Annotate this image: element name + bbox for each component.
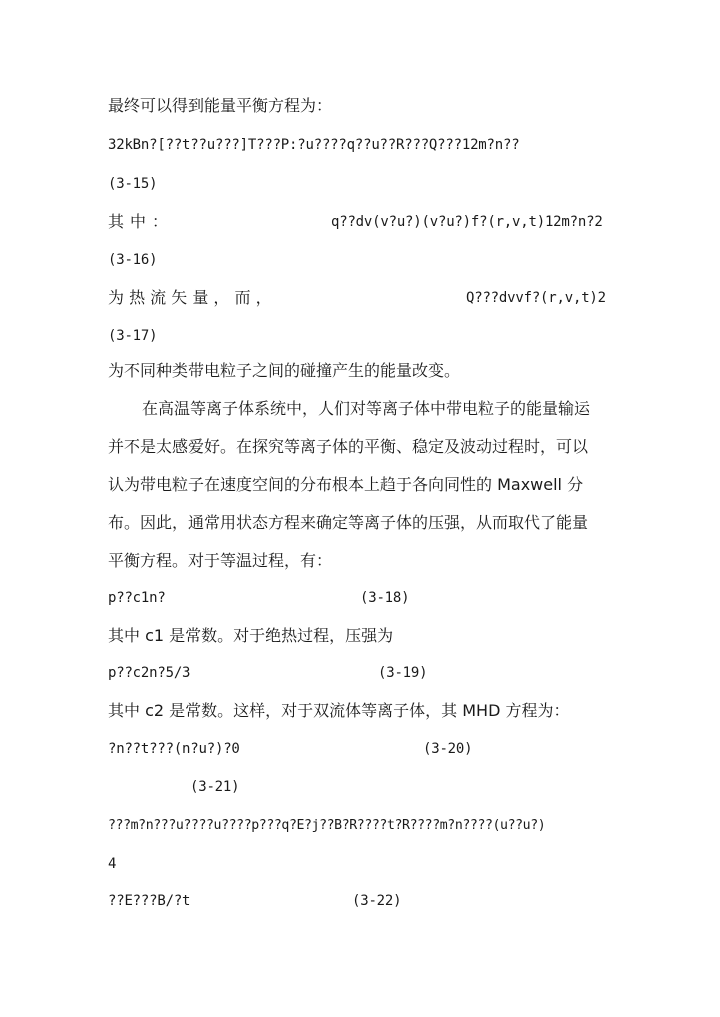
equation-heat-flux: q??dv(v?u?)(v?u?)f?(r,v,t)12m?n?2 — [331, 214, 603, 230]
equation-collision-energy: Q???dvvf?(r,v,t)2 — [466, 290, 606, 306]
equation-number-3-22: (3-22) — [352, 893, 402, 909]
label-where: 其中： — [108, 212, 175, 231]
equation-energy-balance: 32kBn?[??t??u???]T???P:?u????q??u??R???Q???12m?n?? — [108, 137, 520, 153]
paragraph-line-5: 平衡方程。对于等温过程，有： — [108, 551, 333, 570]
isothermal-note: 其中 c1 是常数。对于绝热过程，压强为 — [108, 626, 394, 645]
equation-number-3-20: (3-20) — [423, 741, 473, 757]
equation-fragment-4: 4 — [108, 856, 117, 872]
equation-momentum: ???m?n???u????u????p???q?E?j??B?R????t?R????m?n????(u??u?) — [108, 818, 546, 833]
equation-number-3-16: (3-16) — [108, 252, 158, 268]
paragraph-line-1: 在高温等离子体系统中，人们对等离子体中带电粒子的能量输运 — [142, 399, 591, 418]
equation-faraday: ??E???B/?t — [108, 893, 191, 909]
equation-number-3-21: (3-21) — [190, 779, 240, 795]
intro-sentence: 最终可以得到能量平衡方程为： — [108, 96, 333, 115]
mhd-intro: 其中 c2 是常数。这样，对于双流体等离子体，其 MHD 方程为： — [108, 701, 570, 720]
paragraph-line-4: 布。因此，通常用状态方程来确定等离子体的压强，从而取代了能量 — [108, 513, 589, 532]
equation-number-3-19: (3-19) — [378, 665, 428, 681]
equation-isothermal: p??c1n? — [108, 590, 166, 606]
paragraph-line-3: 认为带电粒子在速度空间的分布根本上趋于各向同性的 Maxwell 分 — [108, 475, 584, 494]
equation-number-3-15: (3-15) — [108, 176, 158, 192]
collision-energy-sentence: 为不同种类带电粒子之间的碰撞产生的能量改变。 — [108, 361, 461, 380]
equation-number-3-17: (3-17) — [108, 328, 158, 344]
paragraph-line-2: 并不是太感爱好。在探究等离子体的平衡、稳定及波动过程时，可以 — [108, 437, 589, 456]
equation-adiabatic: p??c2n?5/3 — [108, 665, 191, 681]
equation-number-3-18: (3-18) — [360, 590, 410, 606]
label-heat-flux-vector: 为 热 流 矢 量 ， 而 ， — [108, 288, 272, 307]
equation-continuity: ?n??t???(n?u?)?0 — [108, 741, 240, 757]
